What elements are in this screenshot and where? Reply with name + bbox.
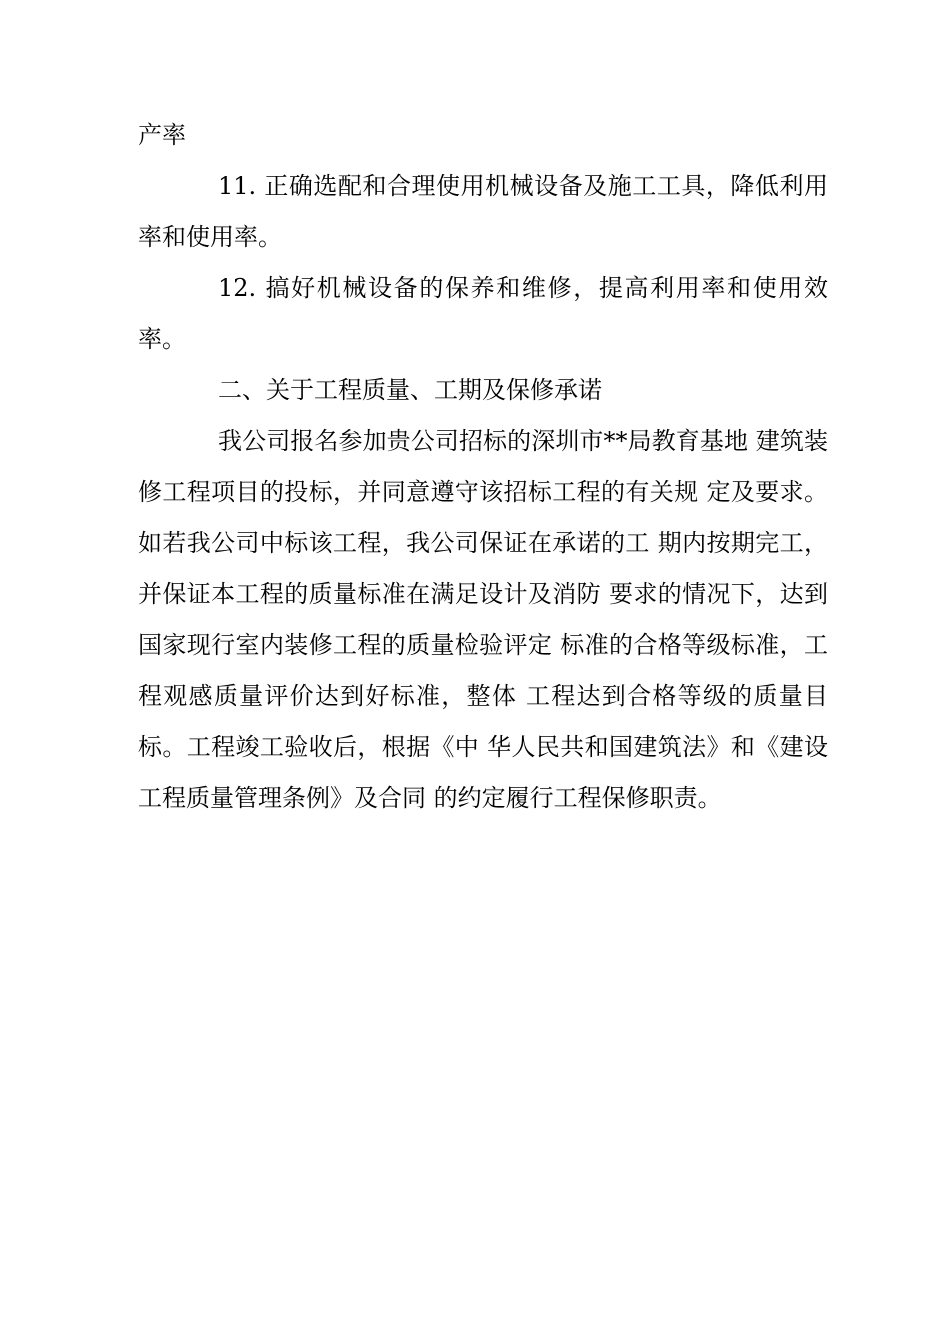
paragraph-item-11: 11. 正确选配和合理使用机械设备及施工工具，降低利用率和使用率。 (138, 172, 828, 251)
paragraph-item-12: 12. 搞好机械设备的保养和维修，提高利用率和使用效率。 (138, 274, 828, 353)
paragraph-commitment: 我公司报名参加贵公司招标的深圳市**局教育基地 建筑装修工程项目的投标，并同意遵守该招标工程的有关规 定及要求。如若我公司中标该工程，我公司保证在承诺的工 期内按期完工，并保证本工程的质量标准在满足设计及消防 要求的情况下，达到国家现行室内装修工程的质量检验评定 标准的合格等级标准，工程观感质量评价达到好标准，整体 工程达到合格等级的质量目标。工程竣工验收后，根据《中 华人民共和国建筑法》和《建设工程质量管理条例》及合同 的约定履行工程保修职责。 (138, 427, 828, 812)
document-body (138, 110, 828, 824)
paragraph-continuation: 产率 (138, 121, 186, 149)
section-heading: 二、关于工程质量、工期及保修承诺 (218, 376, 602, 404)
